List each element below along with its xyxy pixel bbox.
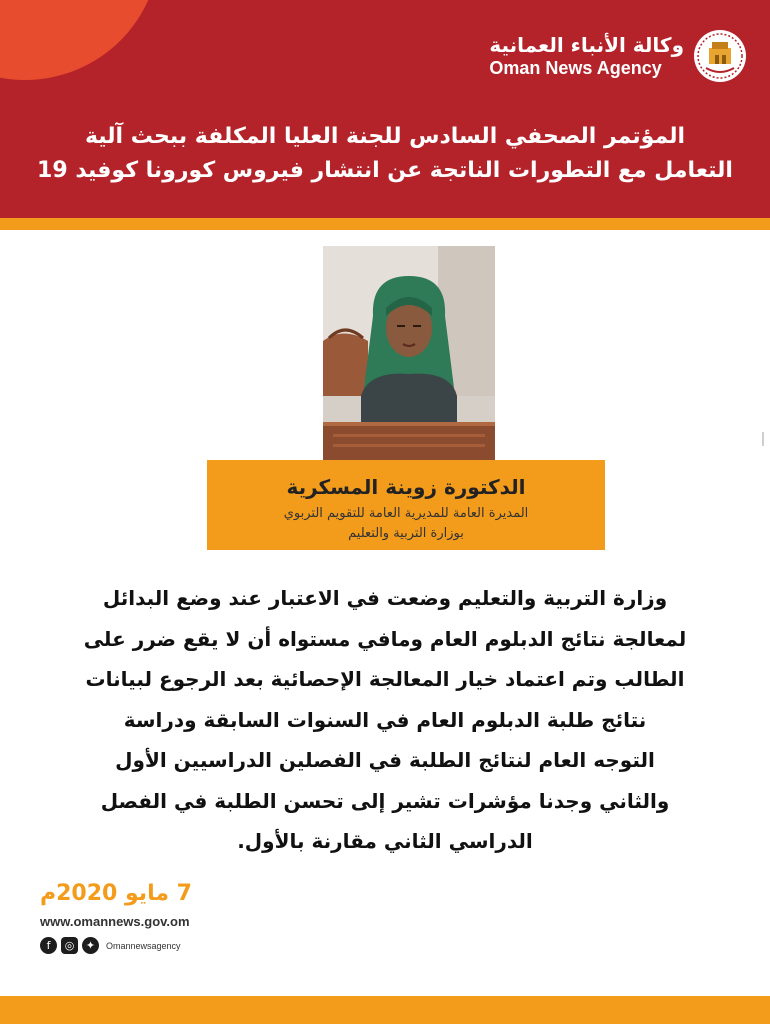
page-title [20,120,750,188]
instagram-icon[interactable]: ◎ [61,937,78,954]
website-link[interactable]: www.omannews.gov.om [40,914,190,929]
speaker-organization: بوزارة التربية والتعليم [348,526,464,541]
statement-line: الدراسي الثاني مقارنة بالأول. [237,829,533,853]
social-handle: Omannewsagency [106,940,181,951]
title-line-1: المؤتمر الصحفي السادس للجنة العليا المكلفة ببحث آلية [84,124,686,149]
speaker-role: المديرة العامة للمديرية العامة للتقويم التربوي [283,506,529,521]
statement-line: وزارة التربية والتعليم وضعت في الاعتبار عند وضع البدائل [102,586,668,610]
header-banner [0,0,770,218]
speaker-caption [207,460,605,550]
twitter-icon[interactable]: ✦ [82,937,99,954]
statement-line: لمعالجة نتائج الدبلوم العام ومافي مستواه أن لا يقع ضرر على [83,626,687,651]
statement-line: نتائج طلبة الدبلوم العام في السنوات السابقة ودراسة [123,707,647,732]
publish-date: 7 مايو 2020م [40,881,192,906]
agency-name-ar: وكالة الأنباء العمانية [489,33,684,57]
header-accent-stripe [0,218,770,230]
statement-line: التوجه العام لنتائج الطلبة في الفصلين الدراسيين الأول [115,748,655,772]
agency-logo-text [489,33,684,79]
title-line-2: التعامل مع التطورات الناتجة عن انتشار فيروس كورونا كوفيد 19 [37,158,733,183]
agency-name-en: Oman News Agency [489,58,662,78]
decorative-circle [0,0,160,80]
footer-accent-stripe [0,996,770,1024]
statement-text [50,578,720,862]
footer [40,880,240,954]
speaker-name: الدكتورة زوينة المسكرية [286,475,526,499]
statement-line: الطالب وتم اعتماد خيار المعالجة الإحصائية بعد الرجوع لبيانات [85,667,685,691]
facebook-icon[interactable]: f [40,937,57,954]
agency-logo [489,28,748,84]
agency-emblem-icon [692,28,748,84]
statement-line: والثاني وجدنا مؤشرات تشير إلى تحسن الطلبة في الفصل [100,788,670,813]
speaker-photo [323,246,495,460]
social-links [40,937,240,954]
side-marker [762,432,770,446]
